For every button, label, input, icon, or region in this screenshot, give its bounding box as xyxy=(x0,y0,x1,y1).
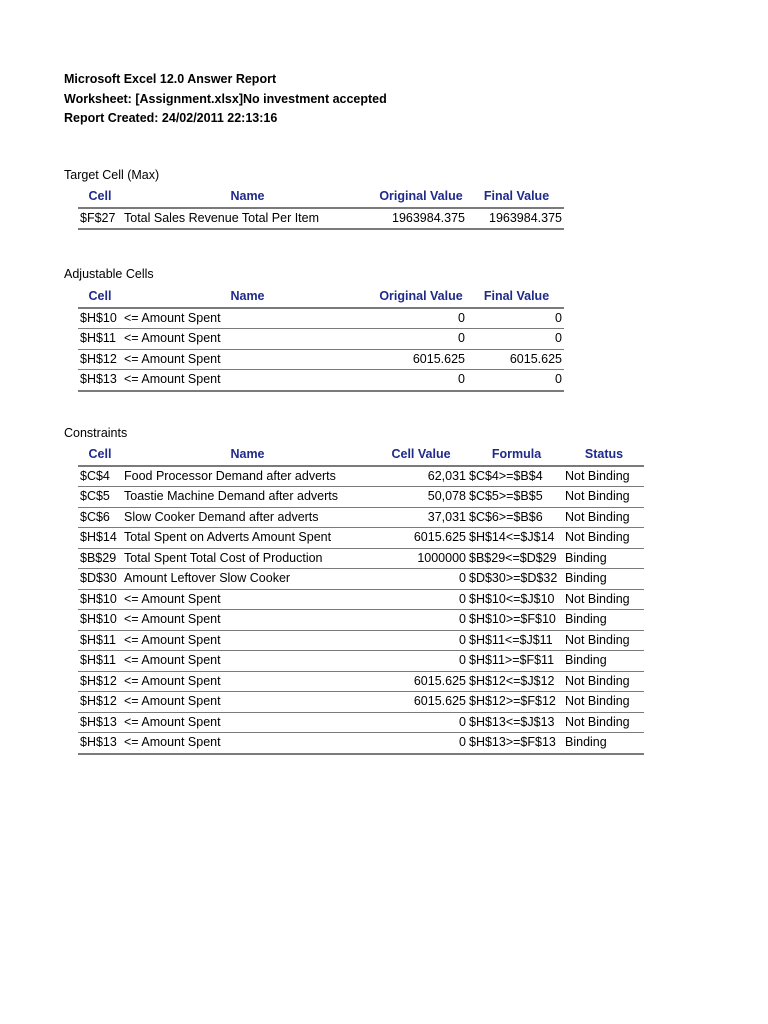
table-row xyxy=(78,508,644,529)
cell-value: 0 xyxy=(459,632,466,647)
cell-status: Not Binding xyxy=(565,468,630,483)
cell-status: Not Binding xyxy=(565,591,630,606)
report-header xyxy=(64,70,387,129)
col-header-status: Status xyxy=(584,447,624,461)
cell-ref: $H$11 xyxy=(80,653,116,667)
cell-original-value: 1963984.375 xyxy=(392,210,465,225)
table-row xyxy=(78,549,644,570)
table-row xyxy=(78,467,644,488)
cell-formula: $H$11<=$J$11 xyxy=(469,632,553,647)
cell-ref: $C$6 xyxy=(80,509,110,524)
cell-value: 0 xyxy=(459,612,466,626)
cell-value: 37,031 xyxy=(427,509,466,524)
cell-final-value: 1963984.375 xyxy=(489,210,562,225)
cell-value: 6015.625 xyxy=(413,673,466,688)
adjustable-cells-title: Adjustable Cells xyxy=(64,267,154,281)
cell-name: <= Amount Spent xyxy=(124,351,221,366)
cell-formula: $C$6>=$B$6 xyxy=(469,509,543,524)
table-row xyxy=(78,590,644,611)
cell-final-value: 0 xyxy=(555,372,562,386)
cell-name: <= Amount Spent xyxy=(124,714,221,729)
cell-ref: $H$10 xyxy=(80,612,117,626)
cell-formula: $H$10<=$J$10 xyxy=(469,591,555,606)
cell-formula: $C$4>=$B$4 xyxy=(469,468,543,483)
cell-status: Binding xyxy=(565,653,607,667)
cell-ref: $H$10 xyxy=(80,310,117,325)
cell-original-value: 0 xyxy=(458,372,465,386)
table-row xyxy=(78,350,564,371)
col-header-final-value: Final Value xyxy=(483,289,550,303)
cell-ref: $C$4 xyxy=(80,468,110,483)
constraints-title: Constraints xyxy=(64,426,128,440)
cell-status: Not Binding xyxy=(565,673,630,688)
cell-formula: $H$14<=$J$14 xyxy=(469,530,555,544)
table-row xyxy=(78,329,564,350)
cell-name: Amount Leftover Slow Cooker xyxy=(124,571,291,585)
col-header-cell: Cell xyxy=(88,447,112,461)
cell-status: Not Binding xyxy=(565,489,630,503)
cell-ref: $H$11 xyxy=(80,331,116,345)
cell-value: 6015.625 xyxy=(413,694,466,708)
cell-ref: $B$29 xyxy=(80,550,117,565)
table-row xyxy=(78,672,644,693)
table-row xyxy=(78,713,644,734)
cell-value: 0 xyxy=(459,653,466,667)
cell-ref: $C$5 xyxy=(80,489,110,503)
cell-value: 50,078 xyxy=(427,489,466,503)
table-row xyxy=(78,733,644,755)
cell-ref: $H$11 xyxy=(80,632,116,647)
cell-status: Not Binding xyxy=(565,694,630,708)
cell-ref: $H$13 xyxy=(80,714,117,729)
cell-name: <= Amount Spent xyxy=(124,632,221,647)
cell-name: Toastie Machine Demand after adverts xyxy=(124,489,338,503)
table-row xyxy=(78,209,564,231)
cell-ref: $H$12 xyxy=(80,351,117,366)
target-cell-table xyxy=(78,187,564,230)
col-header-original-value: Original Value xyxy=(379,289,463,303)
adjustable-cells-table xyxy=(78,287,564,392)
col-header-formula: Formula xyxy=(491,447,542,461)
cell-name: <= Amount Spent xyxy=(124,310,221,325)
cell-name: <= Amount Spent xyxy=(124,591,221,606)
cell-value: 0 xyxy=(459,571,466,585)
cell-formula: $H$12>=$F$12 xyxy=(469,694,556,708)
report-worksheet: Worksheet: [Assignment.xlsx]No investment accepted xyxy=(64,91,387,106)
cell-status: Binding xyxy=(565,550,607,565)
cell-value: 62,031 xyxy=(427,468,466,483)
table-row xyxy=(78,487,644,508)
cell-status: Binding xyxy=(565,612,607,626)
cell-name: <= Amount Spent xyxy=(124,331,221,345)
cell-status: Binding xyxy=(565,735,607,749)
table-row xyxy=(78,528,644,549)
table-row xyxy=(78,309,564,330)
cell-status: Not Binding xyxy=(565,632,630,647)
cell-status: Binding xyxy=(565,571,607,585)
cell-value: 0 xyxy=(459,591,466,606)
cell-value: 0 xyxy=(459,735,466,749)
col-header-final-value: Final Value xyxy=(483,189,550,203)
cell-value: 6015.625 xyxy=(413,530,466,544)
report-title: Microsoft Excel 12.0 Answer Report xyxy=(64,72,277,86)
cell-formula: $D$30>=$D$32 xyxy=(469,571,558,585)
cell-original-value: 6015.625 xyxy=(412,351,465,366)
cell-status: Not Binding xyxy=(565,530,630,544)
table-header-row xyxy=(78,445,644,467)
table-header-row xyxy=(78,187,564,209)
cell-original-value: 0 xyxy=(458,331,465,345)
cell-formula: $H$13<=$J$13 xyxy=(469,714,555,729)
constraints-table xyxy=(78,445,644,755)
cell-status: Not Binding xyxy=(565,714,630,729)
col-header-name: Name xyxy=(230,289,265,303)
table-row xyxy=(78,651,644,672)
table-row xyxy=(78,370,564,392)
cell-name: Total Spent on Adverts Amount Spent xyxy=(124,530,332,544)
cell-formula: $H$12<=$J$12 xyxy=(469,673,555,688)
col-header-cell: Cell xyxy=(88,189,112,203)
cell-final-value: 6015.625 xyxy=(509,351,562,366)
cell-formula: $H$13>=$F$13 xyxy=(469,735,556,749)
cell-formula: $H$10>=$F$10 xyxy=(469,612,556,626)
cell-name: <= Amount Spent xyxy=(124,612,221,626)
col-header-name: Name xyxy=(230,189,265,203)
col-header-original-value: Original Value xyxy=(379,189,463,203)
cell-name: Total Sales Revenue Total Per Item xyxy=(124,210,320,225)
cell-ref: $H$12 xyxy=(80,694,117,708)
table-row xyxy=(78,610,644,631)
cell-ref: $H$13 xyxy=(80,372,117,386)
table-row xyxy=(78,631,644,652)
cell-value: 1000000 xyxy=(417,550,466,565)
cell-name: Slow Cooker Demand after adverts xyxy=(124,509,319,524)
cell-formula: $H$11>=$F$11 xyxy=(469,653,555,667)
cell-formula: $B$29<=$D$29 xyxy=(469,550,557,565)
table-row xyxy=(78,569,644,590)
cell-ref: $H$14 xyxy=(80,530,117,544)
cell-name: <= Amount Spent xyxy=(124,372,221,386)
cell-name: Food Processor Demand after adverts xyxy=(124,468,336,483)
cell-status: Not Binding xyxy=(565,509,630,524)
cell-name: <= Amount Spent xyxy=(124,673,221,688)
target-cell-title: Target Cell (Max) xyxy=(64,168,160,182)
col-header-cell: Cell xyxy=(88,289,112,303)
table-header-row xyxy=(78,287,564,309)
cell-ref: $H$10 xyxy=(80,591,117,606)
table-row xyxy=(78,692,644,713)
report-created: Report Created: 24/02/2011 22:13:16 xyxy=(64,111,278,125)
cell-ref: $F$27 xyxy=(80,210,116,225)
cell-final-value: 0 xyxy=(555,310,562,325)
col-header-cell-value: Cell Value xyxy=(391,447,451,461)
cell-formula: $C$5>=$B$5 xyxy=(469,489,543,503)
col-header-name: Name xyxy=(230,447,265,461)
cell-name: <= Amount Spent xyxy=(124,694,221,708)
cell-value: 0 xyxy=(459,714,466,729)
cell-ref: $H$13 xyxy=(80,735,117,749)
cell-final-value: 0 xyxy=(555,331,562,345)
cell-ref: $H$12 xyxy=(80,673,117,688)
cell-name: <= Amount Spent xyxy=(124,735,221,749)
cell-name: <= Amount Spent xyxy=(124,653,221,667)
cell-ref: $D$30 xyxy=(80,571,117,585)
cell-name: Total Spent Total Cost of Production xyxy=(124,550,323,565)
cell-original-value: 0 xyxy=(458,310,465,325)
